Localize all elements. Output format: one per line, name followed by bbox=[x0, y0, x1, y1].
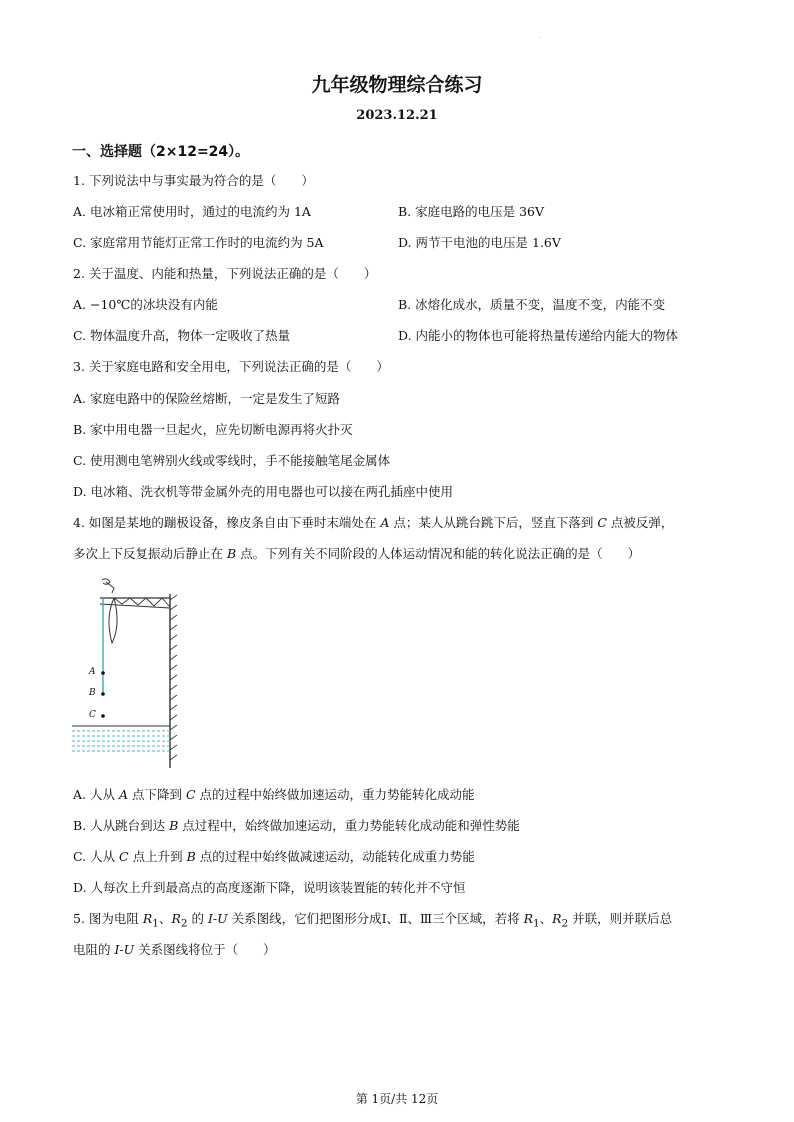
bungee-diagram bbox=[70, 576, 182, 774]
q3-option-d: D. 电冰箱、洗衣机等带金属外壳的用电器也可以接在两孔插座中使用 bbox=[73, 484, 454, 499]
q2-option-d: D. 内能小的物体也可能将热量传递给内能大的物体 bbox=[398, 328, 679, 343]
q2-option-c: C. 物体温度升高，物体一定吸收了热量 bbox=[73, 328, 291, 343]
bungee-figure bbox=[70, 576, 182, 774]
q3-stem: 3. 关于家庭电路和安全用电，下列说法正确的是（ ） bbox=[73, 359, 389, 374]
q5-stem-line2: 电阻的 I-U 关系图线将位于（ ） bbox=[73, 942, 276, 957]
q2-stem: 2. 关于温度、内能和热量，下列说法正确的是（ ） bbox=[73, 266, 377, 281]
point-c-label: C bbox=[89, 710, 96, 720]
q4-option-d: D. 人每次上升到最高点的高度逐渐下降，说明该装置能的转化并不守恒 bbox=[73, 880, 466, 895]
q2-option-a: A. −10℃的冰块没有内能 bbox=[73, 297, 218, 312]
page-title: 九年级物理综合练习 bbox=[311, 74, 483, 96]
q1-option-d: D. 两节干电池的电压是 1.6V bbox=[398, 235, 561, 250]
q4-option-c: C. 人从 C 点上升到 B 点的过程中始终做减速运动，动能转化成重力势能 bbox=[73, 849, 475, 864]
q3-option-a: A. 家庭电路中的保险丝熔断，一定是发生了短路 bbox=[73, 391, 340, 406]
q4-stem-line2: 多次上下反复振动后静止在 B 点。下列有关不同阶段的人体运动情况和能的转化说法正确的是（ ） bbox=[73, 546, 641, 561]
point-b-label: B bbox=[89, 688, 96, 698]
exam-date: 2023.12.21 bbox=[356, 108, 438, 123]
section-heading: 一、选择题（2×12=24）。 bbox=[72, 144, 250, 160]
corner-mark: . bbox=[539, 33, 541, 40]
q4-option-b: B. 人从跳台到达 B 点过程中，始终做加速运动，重力势能转化成动能和弹性势能 bbox=[73, 818, 520, 833]
q1-option-b: B. 家庭电路的电压是 36V bbox=[398, 204, 545, 219]
q3-option-b: B. 家中用电器一旦起火，应先切断电源再将火扑灭 bbox=[73, 422, 353, 437]
q1-option-c: C. 家庭常用节能灯正常工作时的电流约为 5A bbox=[73, 235, 324, 250]
q3-option-c: C. 使用测电笔辨别火线或零线时，手不能接触笔尾金属体 bbox=[73, 453, 391, 468]
point-a-label: A bbox=[89, 667, 96, 677]
q1-option-a: A. 电冰箱正常使用时，通过的电流约为 1A bbox=[73, 204, 311, 219]
q4-option-a: A. 人从 A 点下降到 C 点的过程中始终做加速运动，重力势能转化成动能 bbox=[73, 787, 475, 802]
q5-stem-line1: 5. 图为电阻 $R_1$、$R_2$ 的 I-U 关系图线，它们把图形分成Ⅰ、Ⅱ、Ⅲ三个区域，若将 $R_1$、$R_2$ 并联，则并联后总 bbox=[73, 911, 673, 930]
q4-stem-line1: 4. 如图是某地的蹦极设备，橡皮条自由下垂时末端处在 A 点；某人从跳台跳下后，竖直下落到 C 点被反弹， bbox=[73, 515, 674, 530]
page-footer: 第 1页/共 12页 bbox=[355, 1092, 439, 1106]
q1-stem: 1. 下列说法中与事实最为符合的是（ ） bbox=[73, 173, 314, 188]
q2-option-b: B. 冰熔化成水，质量不变，温度不变，内能不变 bbox=[398, 297, 666, 312]
